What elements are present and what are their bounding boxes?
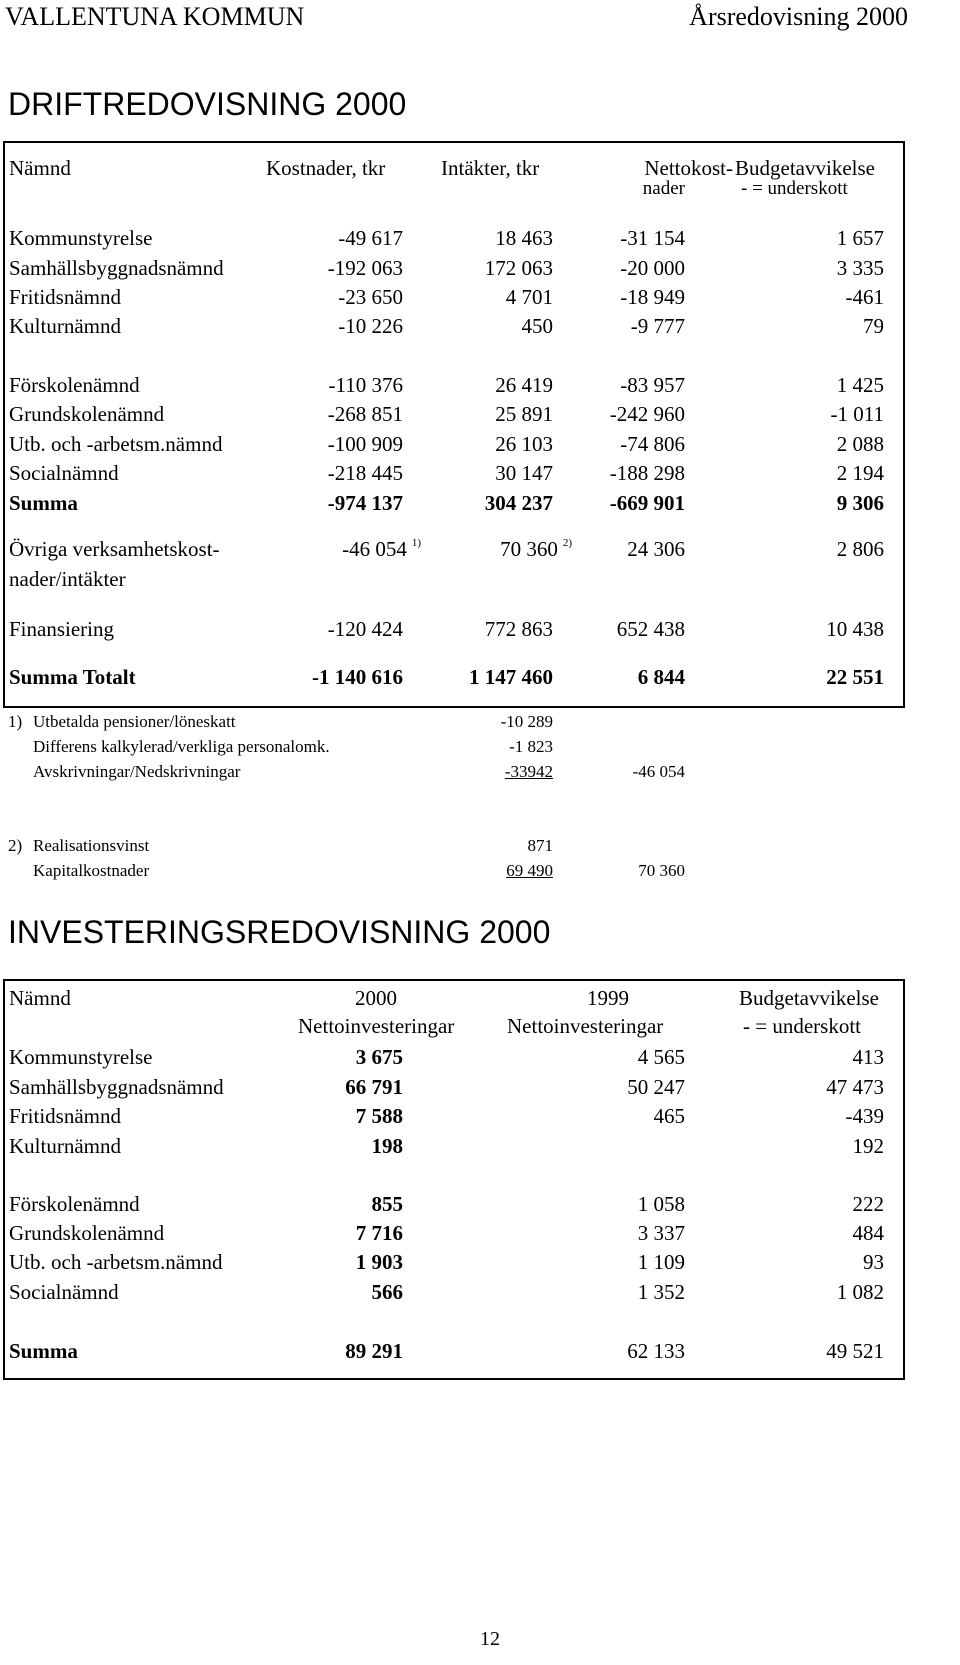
header-municipality: VALLENTUNA KOMMUN [5,2,305,31]
footnote-label: Avskrivningar/Nedskrivningar [33,762,241,781]
invest-table-left-rule [3,979,5,1380]
drift-col-namnd: Nämnd [9,156,71,180]
row-2000: 198 [371,1134,403,1158]
row-intakter: 1 147 460 [469,665,553,689]
row-netto: -9 777 [630,314,685,338]
row-netto: -18 949 [620,285,685,309]
row-budget: 413 [852,1045,884,1069]
footnote-marker: 1) [8,712,23,731]
footnote-ref-2: 2) [562,537,572,549]
row-kostnader: -268 851 [327,402,403,426]
row-intakter: 4 701 [505,285,553,309]
invest-table-bottom-rule [3,1378,905,1380]
row-name: Kulturnämnd [9,314,121,338]
row-netto: -31 154 [620,226,685,250]
row-intakter: 30 147 [495,461,553,485]
footnote-value: 871 [527,836,553,855]
drift-col-kostnader: Kostnader, tkr [266,156,386,180]
row-budget: 10 438 [826,617,884,641]
row-2000: 66 791 [345,1075,403,1099]
row-netto: -20 000 [620,256,685,280]
row-name: Utb. och -arbetsm.nämnd [9,1250,223,1274]
row-kostnader: -120 424 [327,617,403,641]
footnote-label: Utbetalda pensioner/löneskatt [33,712,236,731]
row-budget: 93 [863,1250,884,1274]
row-name-line2: nader/intäkter [9,567,126,591]
row-name-line1: Övriga verksamhetskost- [9,537,220,561]
footnote-value: -1 823 [509,737,553,756]
row-kostnader: -100 909 [327,432,403,456]
row-intakter: 304 237 [484,491,553,515]
row-name: Kommunstyrelse [9,226,153,250]
row-budget: 22 551 [826,665,884,689]
row-netto: 24 306 [627,537,685,561]
row-intakter: 450 [521,314,553,338]
row-kostnader: -46 054 $^{1)}$ [342,537,421,561]
row-kostnader: -192 063 [327,256,403,280]
footnote-value: -33942 [504,762,553,781]
row-2000: 1 903 [355,1250,403,1274]
row-kostnader: -1 140 616 [312,665,403,689]
row-budget: 49 521 [826,1339,884,1363]
row-budget: 79 [863,314,884,338]
page-number: 12 [480,1628,500,1650]
row-budget: 192 [852,1134,884,1158]
row-name: Fritidsnämnd [9,285,122,309]
row-kostnader: -23 650 [338,285,403,309]
row-budget: 2 806 [836,537,884,561]
row-budget: 484 [852,1221,884,1245]
row-kostnader: -218 445 [327,461,403,485]
row-budget: -439 [845,1104,884,1128]
row-1999: 50 247 [627,1075,685,1099]
row-budget: 2 194 [836,461,884,485]
invest-col-budget-line2: - = underskott [743,1014,861,1038]
row-name: Finansiering [9,617,114,641]
drift-col-netto-line2: nader [642,178,685,199]
footnote-value: 69 490 [506,861,553,880]
row-netto: -188 298 [609,461,685,485]
row-2000: 7 588 [355,1104,403,1128]
footnote-label: Realisationsvinst [33,836,150,855]
header-report-title: Årsredovisning 2000 [689,2,908,31]
row-intakter: 70 360 $^{2)}$ [500,537,572,561]
row-budget: -461 [845,285,884,309]
drift-col-budget-line1: Budgetavvikelse [735,156,875,180]
row-name: Summa [9,491,78,515]
row-kostnader: -10 226 [338,314,403,338]
drift-table-top-rule [3,141,905,143]
row-intakter: 26 103 [495,432,553,456]
invest-col-budget-line1: Budgetavvikelse [739,986,879,1010]
row-2000: 3 675 [355,1045,403,1069]
footnote-label: Kapitalkostnader [33,861,150,880]
footnote-total: -46 054 [632,762,685,781]
row-netto: -74 806 [620,432,685,456]
footnote-label: Differens kalkylerad/verkliga personalomk. [33,737,330,756]
row-name: Summa [9,1339,78,1363]
drift-col-budget-line2: - = underskott [741,178,848,199]
row-netto: -242 960 [609,402,685,426]
row-netto: 652 438 [616,617,685,641]
row-name: Samhällsbyggnadsnämnd [9,1075,224,1099]
invest-table-top-rule [3,979,905,981]
row-2000: 89 291 [345,1339,403,1363]
row-intakter: 772 863 [484,617,553,641]
row-kostnader: -49 617 [338,226,403,250]
drift-col-intakter: Intäkter, tkr [441,156,540,180]
row-intakter: 18 463 [495,226,553,250]
drift-title: DRIFTREDOVISNING 2000 [8,86,407,122]
row-budget: 3 335 [836,256,884,280]
row-name: Fritidsnämnd [9,1104,122,1128]
row-name: Kulturnämnd [9,1134,121,1158]
row-intakter: 26 419 [495,373,553,397]
row-intakter: 172 063 [484,256,553,280]
row-name: Samhällsbyggnadsnämnd [9,256,224,280]
row-name: Utb. och -arbetsm.nämnd [9,432,223,456]
row-1999: 62 133 [627,1339,685,1363]
row-budget: 9 306 [836,491,884,515]
row-name: Kommunstyrelse [9,1045,153,1069]
invest-col-1999-line2: Nettoinvesteringar [507,1014,664,1038]
invest-title: INVESTERINGSREDOVISNING 2000 [8,914,551,950]
row-intakter: 25 891 [495,402,553,426]
row-2000: 566 [371,1280,403,1304]
row-1999: 1 109 [637,1250,685,1274]
row-name: Grundskolenämnd [9,402,165,426]
row-1999: 1 058 [637,1192,685,1216]
row-netto: -669 901 [609,491,685,515]
invest-col-1999-line1: 1999 [587,986,629,1010]
footnote-marker: 2) [8,836,23,855]
row-name: Förskolenämnd [9,1192,140,1216]
row-name: Summa Totalt [9,665,136,689]
drift-table-right-rule [903,141,905,708]
row-budget: 1 082 [836,1280,884,1304]
row-name: Förskolenämnd [9,373,140,397]
invest-col-2000-line1: 2000 [355,986,397,1010]
row-name: Grundskolenämnd [9,1221,165,1245]
row-budget: 1 425 [836,373,884,397]
drift-col-netto-line1: Nettokost- [644,156,733,180]
row-1999: 3 337 [637,1221,685,1245]
drift-table-left-rule [3,141,5,708]
row-kostnader: -974 137 [327,491,403,515]
footnote-ref-1: 1) [411,537,421,549]
row-netto: -83 957 [620,373,685,397]
row-budget: 222 [852,1192,884,1216]
row-2000: 855 [371,1192,403,1216]
row-budget: -1 011 [830,402,884,426]
footnote-total: 70 360 [638,861,685,880]
row-2000: 7 716 [355,1221,403,1245]
row-budget: 2 088 [836,432,884,456]
invest-col-namnd: Nämnd [9,986,71,1010]
row-1999: 1 352 [637,1280,685,1304]
row-budget: 1 657 [836,226,884,250]
row-budget: 47 473 [826,1075,884,1099]
row-name: Socialnämnd [9,1280,119,1304]
row-1999: 465 [653,1104,685,1128]
row-netto: 6 844 [637,665,685,689]
row-1999: 4 565 [637,1045,685,1069]
row-kostnader: -110 376 [328,373,403,397]
row-name: Socialnämnd [9,461,119,485]
drift-table-bottom-rule [3,706,905,708]
invest-col-2000-line2: Nettoinvesteringar [298,1014,455,1038]
invest-table-right-rule [903,979,905,1380]
footnote-value: -10 289 [500,712,553,731]
